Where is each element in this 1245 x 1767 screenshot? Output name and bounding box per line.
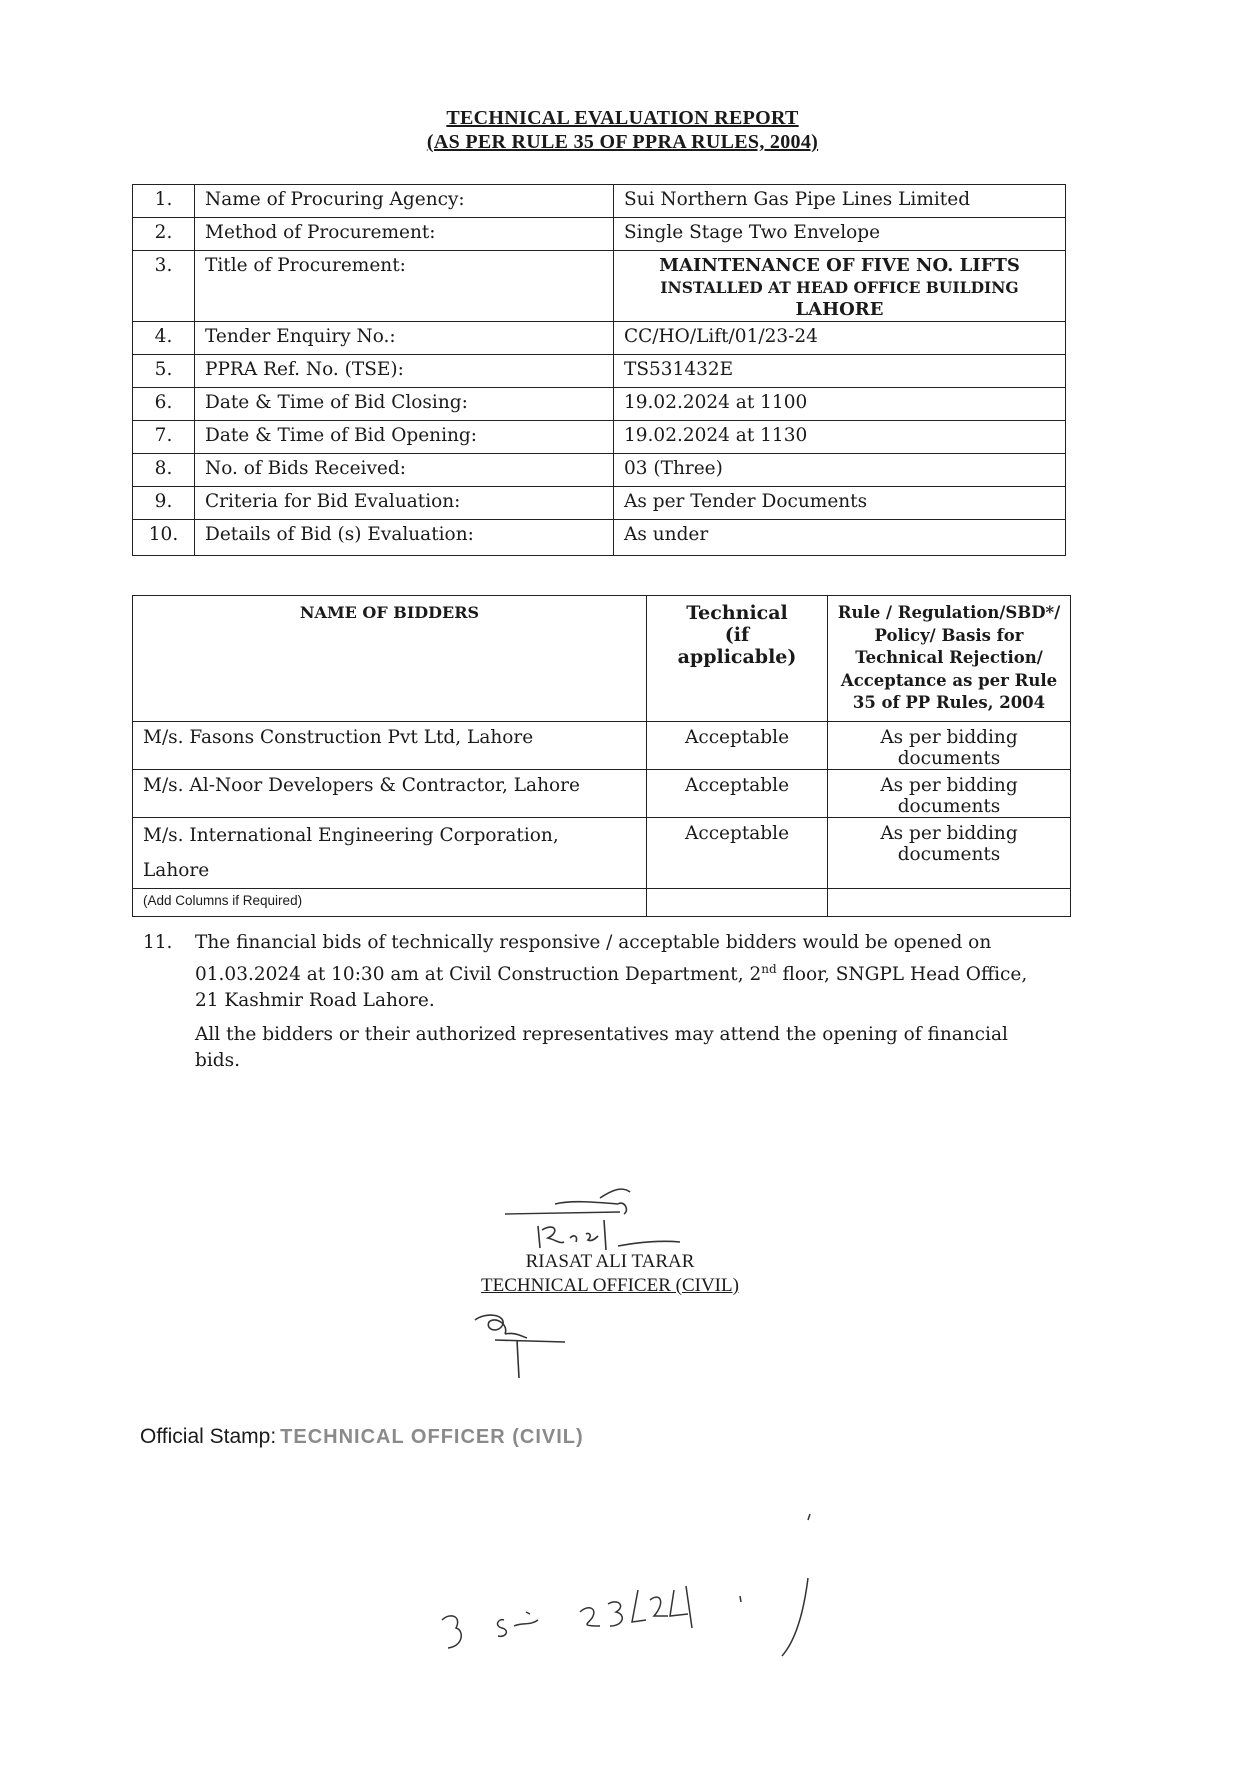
- header-line: (if: [724, 624, 750, 646]
- add-columns-note: (Add Columns if Required): [133, 888, 647, 916]
- signature-image: [500, 1180, 740, 1260]
- bidder-name: [133, 817, 647, 888]
- procurement-title-value: [614, 251, 1066, 322]
- official-stamp-row: [140, 1425, 584, 1449]
- table-row: [133, 487, 1066, 520]
- row-number: 4.: [133, 322, 195, 355]
- technical-status: Acceptable: [647, 769, 828, 817]
- row-number: 2.: [133, 218, 195, 251]
- procurement-info-table: [132, 184, 1066, 556]
- row-number: 1.: [133, 185, 195, 218]
- header-name-of-bidders: NAME OF BIDDERS: [133, 596, 647, 722]
- header-line: Acceptance as per Rule: [840, 670, 1058, 690]
- header-line: Technical: [686, 602, 788, 624]
- evaluation-basis: As per bidding documents: [828, 817, 1071, 888]
- handwritten-note-image: [430, 1500, 910, 1680]
- header-rule-basis: [828, 596, 1071, 722]
- row-value: TS531432E: [614, 355, 1066, 388]
- report-subtitle: (AS PER RULE 35 OF PPRA RULES, 2004): [426, 131, 819, 153]
- row-label: Date & Time of Bid Closing:: [195, 388, 614, 421]
- row-label: Date & Time of Bid Opening:: [195, 421, 614, 454]
- table-row: [133, 721, 1071, 769]
- table-row: [133, 185, 1066, 218]
- row-label: Method of Procurement:: [195, 218, 614, 251]
- procurement-title-line: LAHORE: [795, 299, 884, 320]
- evaluation-basis: As per bidding documents: [828, 769, 1071, 817]
- paragraph-11: [143, 930, 1057, 1014]
- ordinal-suffix: nd: [761, 962, 777, 976]
- initials-image: [465, 1310, 585, 1390]
- paragraph-line: All the bidders or their authorized representatives may attend the opening of financial: [195, 1024, 1008, 1045]
- row-label: Details of Bid (s) Evaluation:: [195, 520, 614, 556]
- bidder-name-line: Lahore: [143, 859, 210, 881]
- row-value: CC/HO/Lift/01/23-24: [614, 322, 1066, 355]
- row-label: PPRA Ref. No. (TSE):: [195, 355, 614, 388]
- table-row: [133, 388, 1066, 421]
- report-title: TECHNICAL EVALUATION REPORT: [446, 107, 799, 129]
- table-row: [133, 817, 1071, 888]
- bidders-table: [132, 595, 1071, 917]
- text-fragment: floor, SNGPL Head Office,: [776, 964, 1028, 986]
- row-label: Title of Procurement:: [195, 251, 614, 322]
- header-line: Rule / Regulation/SBD*/: [837, 603, 1061, 622]
- empty-cell: [828, 888, 1071, 916]
- official-stamp-text: TECHNICAL OFFICER (CIVIL): [280, 1426, 584, 1448]
- header-line: Technical Rejection/: [855, 648, 1043, 667]
- row-number: 8.: [133, 454, 195, 487]
- row-value: 19.02.2024 at 1130: [614, 421, 1066, 454]
- table-row: [133, 251, 1066, 322]
- signatory-designation: TECHNICAL OFFICER (CIVIL): [481, 1275, 739, 1296]
- evaluation-basis: As per bidding documents: [828, 721, 1071, 769]
- header-technical: [647, 596, 828, 722]
- row-value: Sui Northern Gas Pipe Lines Limited: [614, 185, 1066, 218]
- row-value: 03 (Three): [614, 454, 1066, 487]
- empty-cell: [647, 888, 828, 916]
- table-row: [133, 520, 1066, 556]
- row-value: Single Stage Two Envelope: [614, 218, 1066, 251]
- table-row: [133, 355, 1066, 388]
- bidder-name: M/s. Fasons Construction Pvt Ltd, Lahore: [133, 721, 647, 769]
- header-line: Policy/ Basis for: [874, 625, 1024, 645]
- row-number: 9.: [133, 487, 195, 520]
- paragraph-number: 11.: [143, 932, 173, 953]
- technical-status: Acceptable: [647, 721, 828, 769]
- attendance-paragraph: [195, 1022, 1057, 1074]
- row-label: Criteria for Bid Evaluation:: [195, 487, 614, 520]
- row-value: As per Tender Documents: [614, 487, 1066, 520]
- signatory-block: [460, 1250, 760, 1298]
- table-row: [133, 454, 1066, 487]
- row-number: 7.: [133, 421, 195, 454]
- row-value: As under: [614, 520, 1066, 556]
- row-value: 19.02.2024 at 1100: [614, 388, 1066, 421]
- row-label: Name of Procuring Agency:: [195, 185, 614, 218]
- table-row: [133, 218, 1066, 251]
- paragraph-line: bids.: [195, 1050, 240, 1071]
- table-row: [133, 421, 1066, 454]
- paragraph-line: 21 Kashmir Road Lahore.: [195, 990, 435, 1012]
- row-number: 10.: [133, 520, 195, 556]
- procurement-title-line: MAINTENANCE OF FIVE NO. LIFTS: [659, 255, 1020, 276]
- header-line: 35 of PP Rules, 2004: [852, 693, 1046, 712]
- official-stamp-label: Official Stamp:: [140, 1425, 277, 1448]
- row-number: 5.: [133, 355, 195, 388]
- signatory-name: RIASAT ALI TARAR: [525, 1251, 695, 1272]
- bidder-name-line: M/s. International Engineering Corporation,: [143, 824, 559, 846]
- paragraph-line: The financial bids of technically responsive / acceptable bidders would be opened on: [195, 932, 992, 953]
- table-row: [133, 322, 1066, 355]
- table-row: [133, 769, 1071, 817]
- row-label: Tender Enquiry No.:: [195, 322, 614, 355]
- table-header-row: [133, 596, 1071, 722]
- row-number: 6.: [133, 388, 195, 421]
- technical-status: Acceptable: [647, 817, 828, 888]
- bidder-name: M/s. Al-Noor Developers & Contractor, Lahore: [133, 769, 647, 817]
- table-row: [133, 888, 1071, 916]
- row-number: 3.: [133, 251, 195, 322]
- row-label: No. of Bids Received:: [195, 454, 614, 487]
- procurement-title-line: INSTALLED AT HEAD OFFICE BUILDING: [660, 278, 1019, 297]
- paragraph-line: [195, 956, 1057, 988]
- header-line: applicable): [677, 646, 797, 668]
- text-fragment: 01.03.2024 at 10:30 am at Civil Construction Department, 2: [195, 964, 762, 986]
